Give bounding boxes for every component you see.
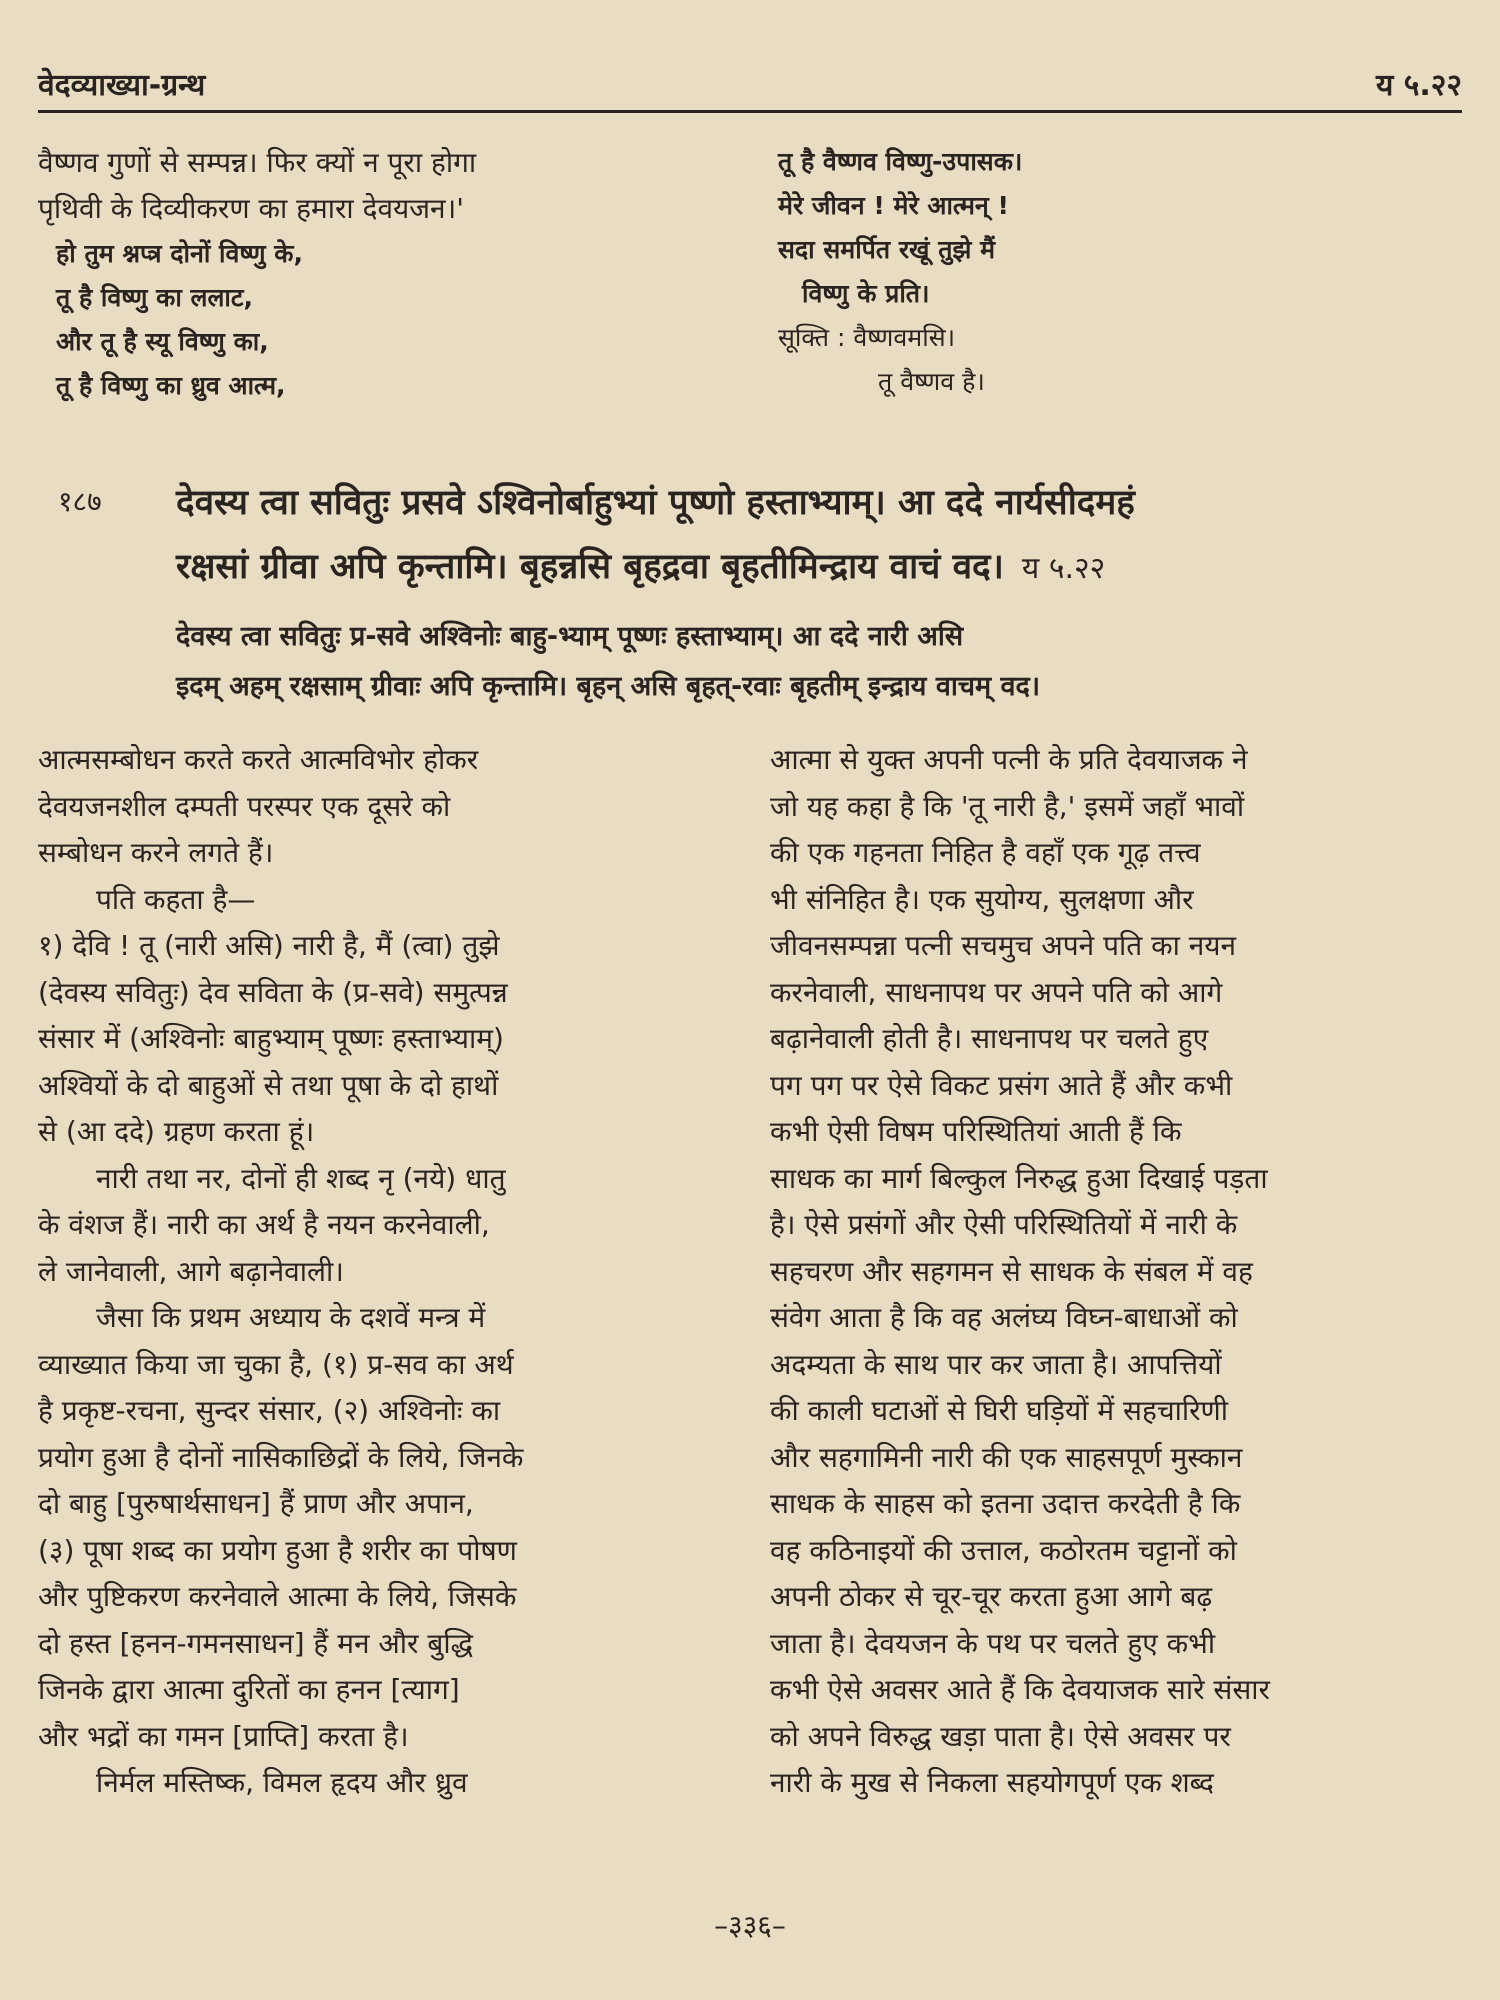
mantra-reference: य ५.२२ bbox=[1021, 551, 1106, 586]
text-line: नारी तथा नर, दोनों ही शब्द नृ (नये) धातु bbox=[96, 1161, 506, 1195]
page-number: –३३६– bbox=[714, 1909, 786, 1942]
text-line: ले जानेवाली, आगे बढ़ानेवाली। bbox=[38, 1254, 344, 1288]
text-line: जो यह कहा है कि 'तू नारी है,' इसमें जहाँ भावों bbox=[770, 789, 1245, 823]
poem-line: विष्णु के प्रति। bbox=[802, 279, 930, 308]
text-line: (३) पूषा शब्द का प्रयोग हुआ है शरीर का पोषण bbox=[38, 1533, 517, 1567]
text-line: है। ऐसे प्रसंगों और ऐसी परिस्थितियों में नारी के bbox=[770, 1208, 1238, 1241]
text-line: है प्रकृष्ट-रचना, सुन्दर संसार, (२) अश्विनोः का bbox=[38, 1394, 501, 1427]
header-rule bbox=[38, 110, 1462, 113]
mantra-line-1: देवस्य त्वा सवितुः प्रसवे ऽश्विनोर्बाहुभ्यां पूष्णो हस्ताभ्याम्। आ ददे नार्यसीदमहं bbox=[176, 483, 1135, 523]
text-line: (देवस्य सवितुः) देव सविता के (प्र-सवे) समुत्पन्न bbox=[38, 975, 508, 1009]
poem-line: सदा समर्पित रखूं तुझे मैं bbox=[778, 235, 996, 264]
text-line: प्रयोग हुआ है दोनों नासिकाछिद्रों के लिये, जिनके bbox=[38, 1440, 524, 1474]
mantra-line-2-text: रक्षसां ग्रीवा अपि कृन्तामि। बृहन्नसि बृहद्रवा बृहतीमिन्द्राय वाचं वद। bbox=[176, 547, 1004, 587]
text-line: की काली घटाओं से घिरी घड़ियों में सहचारिणी bbox=[770, 1394, 1229, 1427]
running-header bbox=[38, 58, 1462, 108]
poem-line: हो तुम श्नप्त्र दोनों विष्णु के, bbox=[56, 239, 303, 268]
poem-line: तू है विष्णु का ललाट, bbox=[56, 283, 253, 312]
text-line: कभी ऐसी विषम परिस्थितियां आती हैं कि bbox=[770, 1115, 1182, 1148]
top-left-column bbox=[38, 140, 738, 408]
text-line: सम्बोधन करने लगते हैं। bbox=[38, 836, 274, 869]
text-line: आत्मसम्बोधन करते करते आत्मविभोर होकर bbox=[38, 743, 479, 776]
text-line: आत्मा से युक्त अपनी पत्नी के प्रति देवयाजक ने bbox=[770, 743, 1248, 776]
text-line: की एक गहनता निहित है वहाँ एक गूढ़ तत्त्व bbox=[770, 836, 1201, 869]
text-line: पति कहता है— bbox=[96, 882, 256, 916]
text-line: अदम्यता के साथ पार कर जाता है। आपत्तियों bbox=[770, 1347, 1222, 1381]
text-line: से (आ ददे) ग्रहण करता हूं। bbox=[38, 1115, 315, 1148]
poem-line: तू है विष्णु का ध्रुव आत्म, bbox=[56, 371, 286, 400]
sukti: सूक्ति : वैष्णवमसि। bbox=[778, 323, 956, 352]
body-left-column bbox=[38, 737, 738, 1807]
header-title: वेदव्याख्या-ग्रन्थ bbox=[38, 67, 206, 103]
text-line: व्याख्यात किया जा चुका है, (१) प्र-सव का अर्थ bbox=[38, 1347, 514, 1381]
text-line: वैष्णव गुणों से सम्पन्न। फिर क्यों न पूरा होगा bbox=[38, 146, 477, 179]
padapatha-line-2: इदम् अहम् रक्षसाम् ग्रीवाः अपि कृन्तामि। बृहन् असि बृहत्-रवाः बृहतीम् इन्द्राय वाचम् वद। bbox=[176, 671, 1041, 702]
text-line: दो हस्त [हनन-गमनसाधन] हैं मन और बुद्धि bbox=[38, 1626, 473, 1660]
text-line: जीवनसम्पन्ना पत्नी सचमुच अपने पति का नयन bbox=[770, 929, 1237, 962]
text-line: दो बाहु [पुरुषार्थसाधन] हैं प्राण और अपान, bbox=[38, 1487, 474, 1520]
text-line: साधक के साहस को इतना उदात्त करदेती है कि bbox=[770, 1487, 1241, 1520]
text-line: अपनी ठोकर से चूर-चूर करता हुआ आगे बढ़ bbox=[770, 1580, 1213, 1613]
text-line: १) देवि ! तू (नारी असि) नारी है, मैं (त्वा) तुझे bbox=[38, 929, 500, 962]
mantra-line-2 bbox=[176, 542, 1105, 589]
sukti-meaning: तू वैष्णव है। bbox=[878, 367, 985, 396]
mantra-number: १८७ bbox=[58, 485, 102, 518]
header-reference: य ५.२२ bbox=[1375, 67, 1462, 103]
text-line: जैसा कि प्रथम अध्याय के दशवें मन्त्र में bbox=[96, 1301, 486, 1334]
text-line: वह कठिनाइयों की उत्ताल, कठोरतम चट्टानों को bbox=[770, 1533, 1237, 1567]
body-right-column bbox=[770, 737, 1460, 1807]
text-line: को अपने विरुद्ध खड़ा पाता है। ऐसे अवसर पर bbox=[770, 1719, 1231, 1753]
text-line: बढ़ानेवाली होती है। साधनापथ पर चलते हुए bbox=[770, 1022, 1209, 1055]
text-line: नारी के मुख से निकला सहयोगपूर्ण एक शब्द bbox=[770, 1766, 1214, 1799]
text-line: पग पग पर ऐसे विकट प्रसंग आते हैं और कभी bbox=[770, 1068, 1233, 1102]
text-line: जाता है। देवयजन के पथ पर चलते हुए कभी bbox=[770, 1626, 1216, 1660]
text-line: भी संनिहित है। एक सुयोग्य, सुलक्षणा और bbox=[770, 882, 1194, 916]
top-continuation bbox=[38, 140, 1462, 440]
poem-line: तू है वैष्णव विष्णु-उपासक। bbox=[778, 147, 1023, 176]
text-line: पृथिवी के दिव्यीकरण का हमारा देवयजन।' bbox=[38, 192, 464, 225]
text-line: देवयजनशील दम्पती परस्पर एक दूसरे को bbox=[38, 789, 451, 823]
poem-line: और तू है स्यू विष्णु का, bbox=[56, 327, 269, 356]
text-line: निर्मल मस्तिष्क, विमल हृदय और ध्रुव bbox=[96, 1766, 468, 1799]
top-right-column bbox=[778, 140, 1458, 404]
text-line: सहचरण और सहगमन से साधक के संबल में वह bbox=[770, 1254, 1253, 1288]
text-line: और पुष्टिकरण करनेवाले आत्मा के लिये, जिसके bbox=[38, 1580, 517, 1613]
text-line: और सहगामिनी नारी की एक साहसपूर्ण मुस्कान bbox=[770, 1440, 1243, 1474]
text-line: कभी ऐसे अवसर आते हैं कि देवयाजक सारे संसार bbox=[770, 1673, 1270, 1706]
text-line: साधक का मार्ग बिल्कुल निरुद्ध हुआ दिखाई पड़ता bbox=[770, 1161, 1268, 1195]
text-line: के वंशज हैं। नारी का अर्थ है नयन करनेवाली, bbox=[38, 1208, 490, 1241]
text-line: जिनके द्वारा आत्मा दुरितों का हनन [त्याग] bbox=[38, 1673, 460, 1706]
padapatha-line-1: देवस्य त्वा सवितुः प्र-सवे अश्विनोः बाहु-भ्याम् पूष्णः हस्ताभ्याम्। आ ददे नारी असि bbox=[176, 621, 964, 652]
text-line: अश्वियों के दो बाहुओं से तथा पूषा के दो हाथों bbox=[38, 1068, 499, 1102]
text-line: और भद्रों का गमन [प्राप्ति] करता है। bbox=[38, 1719, 409, 1753]
text-line: करनेवाली, साधनापथ पर अपने पति को आगे bbox=[770, 975, 1223, 1009]
text-line: संसार में (अश्विनोः बाहुभ्याम् पूष्णः हस्ताभ्याम्) bbox=[38, 1022, 504, 1055]
text-line: संवेग आता है कि वह अलंघ्य विघ्न-बाधाओं को bbox=[770, 1301, 1238, 1334]
poem-line: मेरे जीवन ! मेरे आत्मन् ! bbox=[778, 191, 1009, 220]
